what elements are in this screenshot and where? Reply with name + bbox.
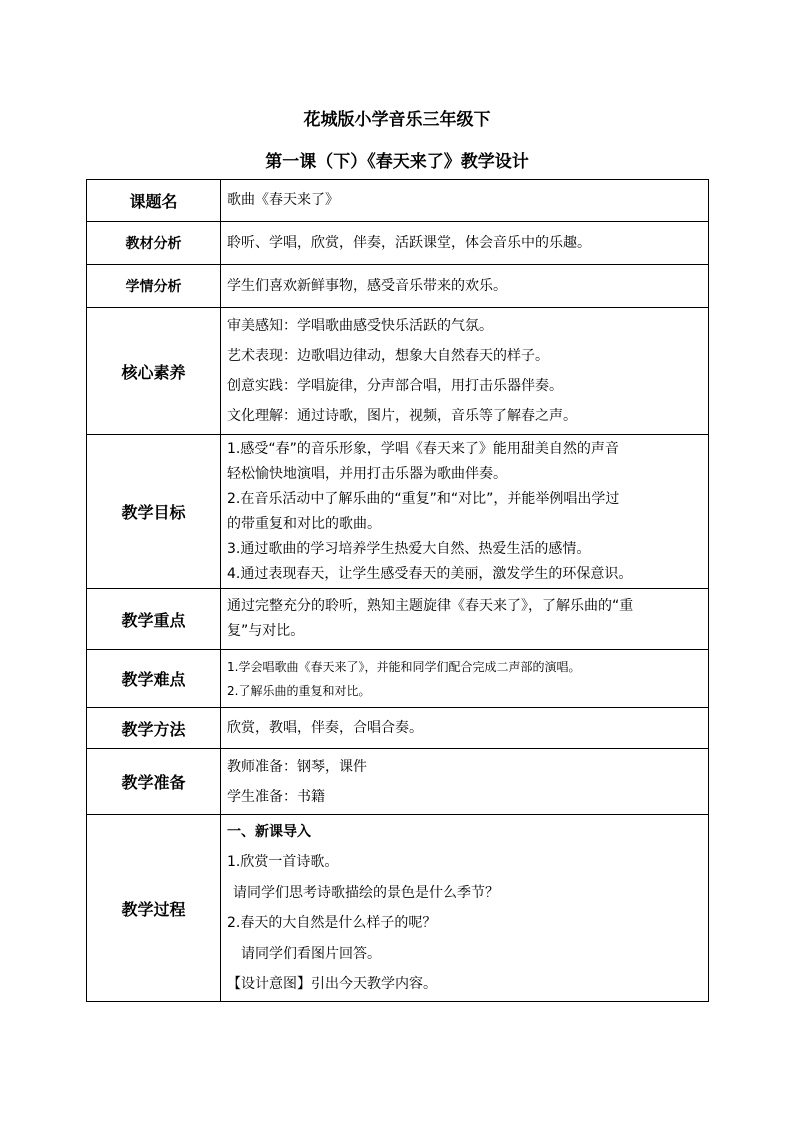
method-value: 欣赏，教唱，伴奏，合唱合奏。 [221,708,709,749]
key-line: 通过完整充分的聆听，熟知主题旋律《春天来了》，了解乐曲的“重 [227,598,634,614]
process-value [221,815,709,1002]
table-row-material [87,222,709,265]
material-value: 聆听、学唱，欣赏，伴奏，活跃课堂，体会音乐中的乐趣。 [221,222,709,265]
lesson-plan-table [86,179,709,1002]
prep-line: 学生准备：书籍 [227,788,325,805]
process-line: 请同学们看图片回答。 [241,945,381,962]
process-line: 1.欣赏一首诗歌。 [227,854,339,870]
difficulty-label: 教学难点 [87,650,221,708]
process-heading: 一、新课导入 [227,823,311,840]
process-line: 2.春天的大自然是什么样子的呢？ [227,915,437,931]
students-label: 学情分析 [87,265,221,308]
prep-line: 教师准备：钢琴，课件 [227,758,367,775]
table-row-difficulty [87,650,709,708]
goals-line: 3.通过歌曲的学习培养学生热爱大自然、热爱生活的感情。 [227,540,591,557]
material-label: 教材分析 [87,222,221,265]
table-row-students [87,265,709,308]
prep-value [221,749,709,815]
key-label: 教学重点 [87,589,221,650]
core-line: 审美感知：学唱歌曲感受快乐活跃的气氛。 [227,318,493,334]
topic-label: 课题名 [87,180,221,222]
core-line: 文化理解：通过诗歌，图片，视频，音乐等了解春之声。 [227,408,577,424]
method-label: 教学方法 [87,708,221,749]
document-title: 花城版小学音乐三年级下 [303,110,491,130]
goals-line: 1.感受“春”的音乐形象，学唱《春天来了》能用甜美自然的声音 [227,440,619,457]
process-label: 教学过程 [87,815,221,1002]
key-value [221,589,709,650]
difficulty-line: 1.学会唱歌曲《春天来了》，并能和同学们配合完成二声部的演唱。 [227,659,581,674]
topic-value: 歌曲《春天来了》 [221,180,709,222]
goals-value [221,435,709,589]
goals-label: 教学目标 [87,435,221,589]
process-line: 【设计意图】引出今天教学内容。 [227,976,437,992]
table-row-prep [87,749,709,815]
core-value [221,308,709,435]
goals-line: 的带重复和对比的歌曲。 [227,515,381,532]
table-row-process [87,815,709,1002]
table-row-core [87,308,709,435]
table-row-topic [87,180,709,222]
difficulty-value [221,650,709,708]
table-row-goals [87,435,709,589]
document-subtitle: 第一课（下）《春天来了》教学设计 [265,152,529,172]
goals-line: 4.通过表现春天，让学生感受春天的美丽，激发学生的环保意识。 [227,565,633,582]
table-row-method [87,708,709,749]
goals-line: 2.在音乐活动中了解乐曲的“重复”和“对比”，并能举例唱出学过 [227,490,620,507]
core-label: 核心素养 [87,308,221,435]
students-value: 学生们喜欢新鲜事物，感受音乐带来的欢乐。 [221,265,709,308]
core-line: 创意实践：学唱旋律，分声部合唱，用打击乐器伴奏。 [227,378,563,394]
prep-label: 教学准备 [87,749,221,815]
table-row-key [87,589,709,650]
goals-line: 轻松愉快地演唱，并用打击乐器为歌曲伴奏。 [227,465,507,482]
key-line: 复”与对比。 [227,623,305,639]
difficulty-line: 2.了解乐曲的重复和对比。 [227,683,371,698]
process-line: 请同学们思考诗歌描绘的景色是什么季节？ [233,884,499,901]
core-line: 艺术表现：边歌唱边律动，想象大自然春天的样子。 [227,348,549,364]
